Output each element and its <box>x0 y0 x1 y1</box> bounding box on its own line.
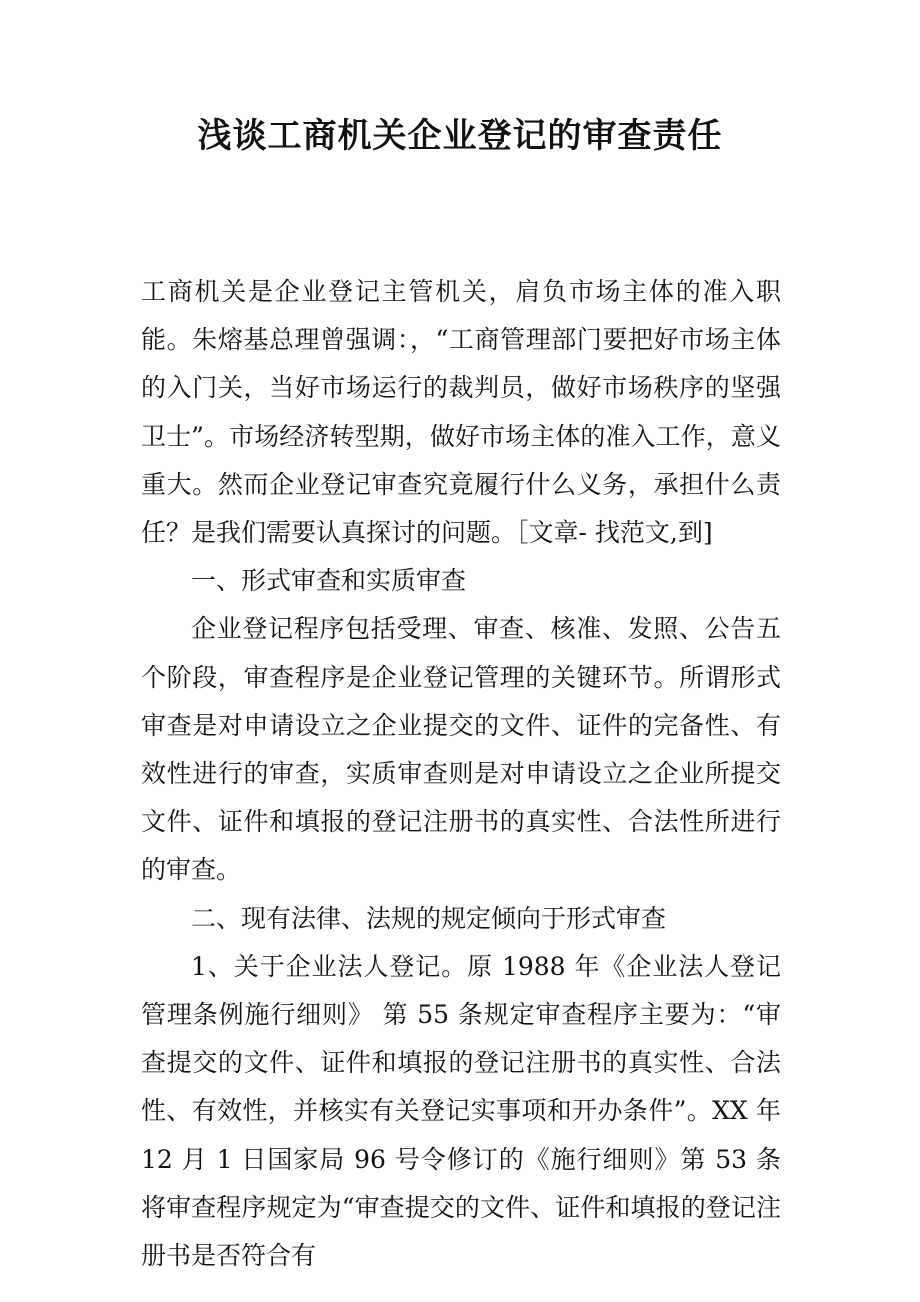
document-title: 浅谈工商机关企业登记的审查责任 <box>197 116 723 156</box>
document-body <box>141 268 781 1280</box>
section-heading-2: 二、现有法律、法规的规定倾向于形式审查 <box>191 903 667 933</box>
section-2-paragraph: 1、关于企业法人登记。原 1988 年《企业法人登记管理条例施行细则》 第 55 条规定审查程序主要为：“审查提交的文件、证件和填报的登记注册书的真实性、合法性、有效性，并核实有关登记实事项和开办条件”。XX 年 12 月 1 日国家局 96 号令修订的《施行细则》第 53 条将审查程序规定为“审查提交的文件、证件和填报的登记注册书是否符合有 <box>141 951 781 1271</box>
intro-paragraph: 工商机关是企业登记主管机关，肩负市场主体的准入职能。朱熔基总理曾强调：，“工商管理部门要把好市场主体的入门关，当好市场运行的裁判员，做好市场秩序的坚强卫士”。市场经济转型期，做好市场主体的准入工作，意义重大。然而企业登记审查究竟履行什么义务，承担什么责任？是我们需要认真探讨的问题。［文章- 找范文,到] <box>141 277 781 548</box>
section-1-paragraph: 企业登记程序包括受理、审查、核准、发照、公告五个阶段，审查程序是企业登记管理的关键环节。所谓形式审查是对申请设立之企业提交的文件、证件的完备性、有效性进行的审查，实质审查则是对申请设立之企业所提交文件、证件和填报的登记注册书的真实性、合法性所进行的审查。 <box>141 614 781 885</box>
section-heading-1: 一、形式审查和实质审查 <box>191 566 467 596</box>
